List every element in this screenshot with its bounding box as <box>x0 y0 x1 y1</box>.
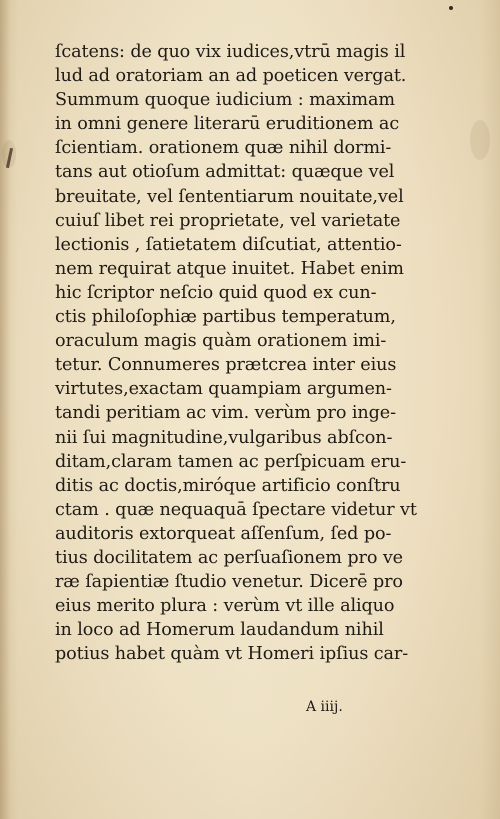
text-line: tans aut otioſum admittat: quæque vel <box>55 162 395 183</box>
text-line: lectionis , ſatietatem diſcutiat, attentio- <box>55 234 402 255</box>
text-line: tetur. Connumeres prætcrea inter eius <box>55 355 397 376</box>
text-line: ctam . quæ nequaquā ſpectare videtur vt <box>55 499 417 520</box>
text-line: Summum quoque iudicium : maximam <box>55 90 395 111</box>
text-line: tandi peritiam ac vim. verùm pro inge- <box>55 403 396 424</box>
body-text <box>55 40 420 666</box>
text-line: ditam,claram tamen ac perſpicuam eru- <box>55 451 407 472</box>
text-line: ctis philoſophiæ partibus temperatum, <box>55 307 396 328</box>
text-line: ſcatens: de quo vix iudices,vtrū magis il <box>55 42 406 62</box>
text-line: tius docilitatem ac perſuaſionem pro ve <box>55 547 403 568</box>
text-line: nii ſui magnitudine,vulgaribus abſcon- <box>55 427 393 448</box>
page-gutter-shadow <box>0 0 10 819</box>
text-line: breuitate, vel ſententiarum nouitate,vel <box>55 186 404 207</box>
text-line: cuiuſ libet rei proprietate, vel varietate <box>55 210 401 231</box>
text-line: in loco ad Homerum laudandum nihil <box>55 620 384 641</box>
text-line: nem requirat atque inuitet. Habet enim <box>55 258 404 279</box>
text-line: ſcientiam. orationem quæ nihil dormi- <box>55 138 392 159</box>
margin-ink-mark <box>449 6 453 10</box>
text-line: lud ad oratoriam an ad poeticen vergat. <box>55 66 407 87</box>
text-line: oraculum magis quàm orationem imi- <box>55 331 387 352</box>
text-line: eius merito plura : verùm vt ille aliquo <box>55 596 395 617</box>
text-line: ditis ac doctis,miróque artificio conſtru <box>55 475 401 496</box>
text-line: hic ſcriptor neſcio quid quod ex cun- <box>55 282 377 303</box>
text-line: ræ ſapientiæ ſtudio venetur. Dicerē pro <box>55 572 403 593</box>
text-line: auditoris extorqueat aſſenſum, ſed po- <box>55 523 392 544</box>
text-line: in omni genere literarū eruditionem ac <box>55 114 400 135</box>
text-line: potius habet quàm vt Homeri ipſius car- <box>55 644 409 665</box>
paper-stain <box>470 120 490 160</box>
text-line: virtutes,exactam quampiam argumen- <box>55 379 392 400</box>
signature-mark: A iiij. <box>306 699 343 715</box>
